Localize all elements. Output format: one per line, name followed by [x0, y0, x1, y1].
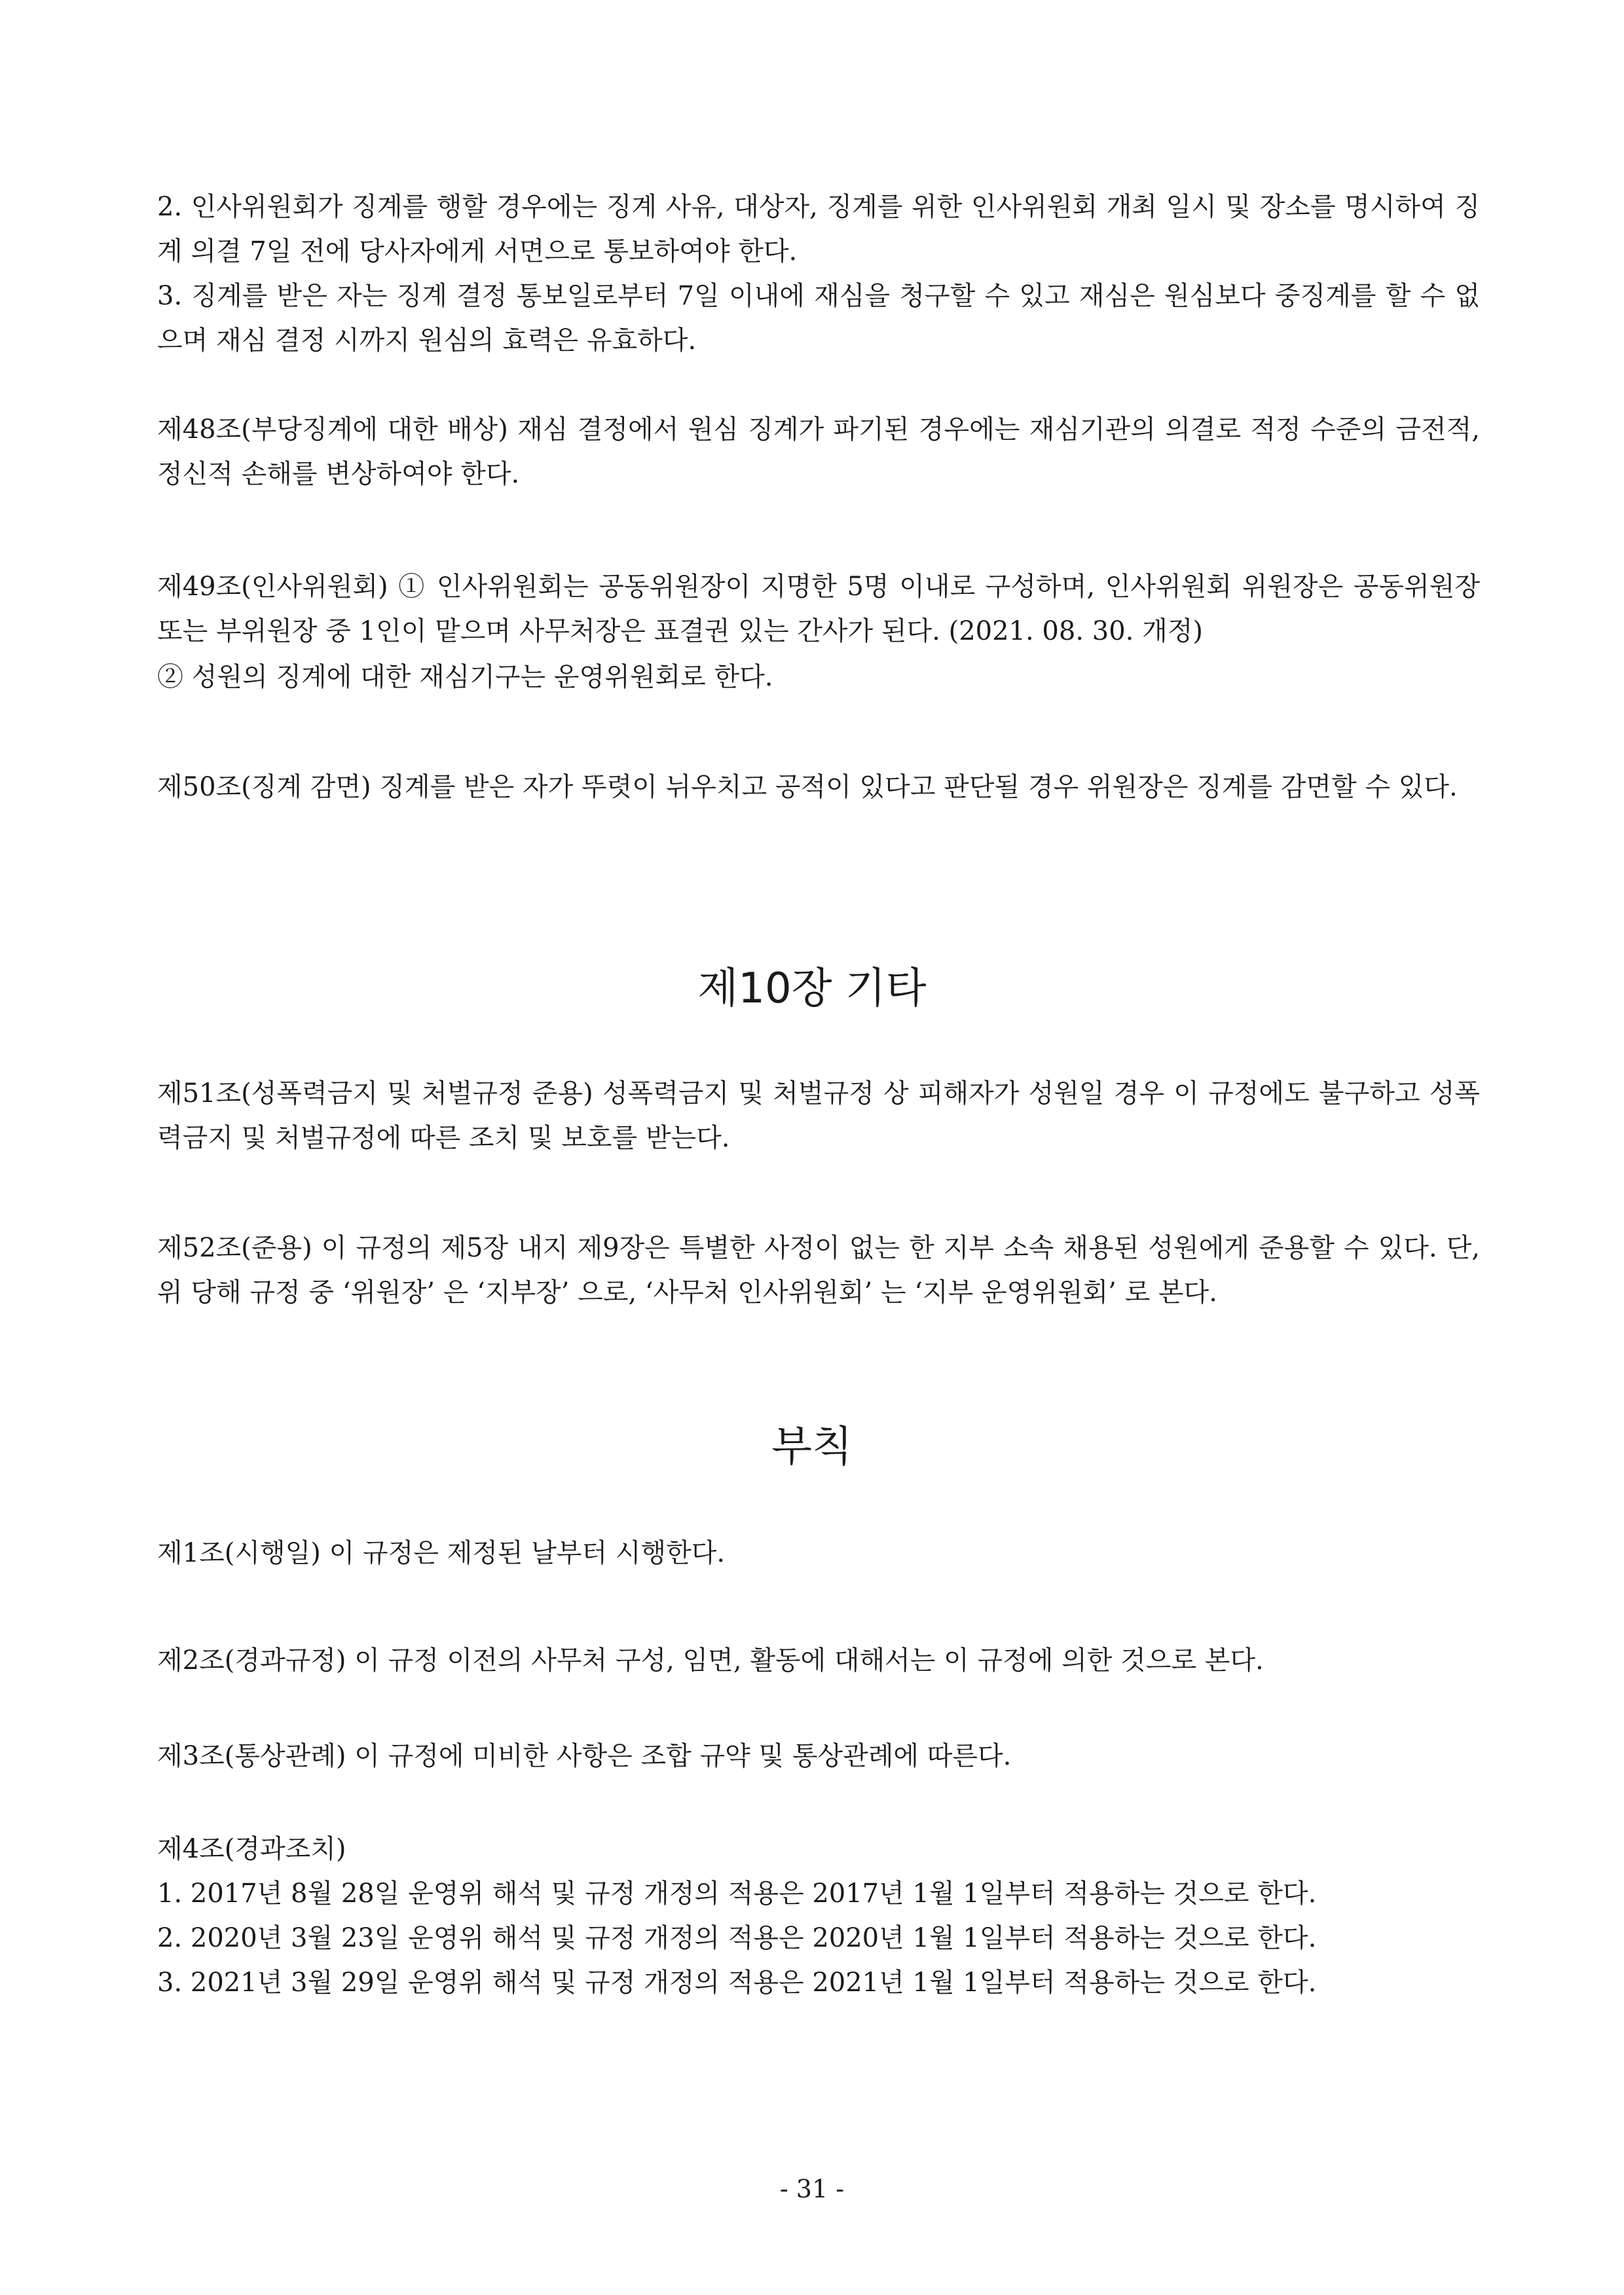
addenda-article4: [157, 1827, 1480, 2005]
addenda-article4-item: 1. 2017년 8월 28일 운영위 해석 및 규정 개정의 적용은 2017년 1월 1일부터 적용하는 것으로 한다.: [157, 1879, 1317, 1909]
article50: [157, 765, 1480, 809]
article50-text: 제50조(징계 감면) 징계를 받은 자가 뚜렷이 뉘우치고 공적이 있다고 판단될 경우 위원장은 징계를 감면할 수 있다.: [157, 772, 1458, 802]
article47-item2: [157, 185, 1480, 274]
addenda-article2: [157, 1638, 1480, 1683]
addenda-article2-text: 제2조(경과규정) 이 규정 이전의 사무처 구성, 임면, 활동에 대해서는 이 규정에 의한 것으로 본다.: [157, 1645, 1264, 1676]
article52-text: 제52조(준용) 이 규정의 제5장 내지 제9장은 특별한 사정이 없는 한 지부 소속 채용된 성원에게 준용할 수 있다. 단, 위 당해 규정 중 ‘위원장’ 은 ‘지부장’ 으로, ‘사무처 인사위원회’ 는 ‘지부 운영위원회’ 로 본다.: [157, 1233, 1480, 1308]
article47-item2-text: 2. 인사위원회가 징계를 행할 경우에는 징계 사유, 대상자, 징계를 위한 인사위원회 개최 일시 및 장소를 명시하여 징계 의결 7일 전에 당사자에게 서면으로 통보하여야 한다.: [157, 192, 1480, 266]
article51-text: 제51조(성폭력금지 및 처벌규정 준용) 성폭력금지 및 처벌규정 상 피해자가 성원일 경우 이 규정에도 불구하고 성폭력금지 및 처벌규정에 따른 조치 및 보호를 받는다.: [157, 1078, 1480, 1153]
article51: [157, 1071, 1480, 1160]
addenda-article3: [157, 1734, 1480, 1778]
article49-clause1-text: 제49조(인사위원회) ① 인사위원회는 공동위원장이 지명한 5명 이내로 구성하며, 인사위원회 위원장은 공동위원장 또는 부위원장 중 1인이 맡으며 사무처장은 표결권 있는 간사가 된다. (2021. 08. 30. 개정): [157, 572, 1480, 646]
addenda-article4-item: 3. 2021년 3월 29일 운영위 해석 및 규정 개정의 적용은 2021년 1월 1일부터 적용하는 것으로 한다.: [157, 1968, 1317, 1998]
addenda-article1: [157, 1531, 1480, 1575]
addenda-title: 부칙: [771, 1423, 853, 1471]
article48: [157, 407, 1480, 496]
article52: [157, 1226, 1480, 1315]
addenda-article4-title: 제4조(경과조치): [157, 1834, 346, 1864]
article49-clause2-text: ② 성원의 징계에 대한 재심기구는 운영위원회로 한다.: [157, 662, 773, 692]
article49-clause2: [157, 655, 1480, 699]
article47-item3: [157, 274, 1480, 363]
page-number: - 31 -: [779, 2175, 845, 2203]
addenda-article3-text: 제3조(통상관례) 이 규정에 미비한 사항은 조합 규약 및 통상관례에 따른다.: [157, 1741, 1012, 1771]
chapter10-title: 제10장 기타: [697, 964, 927, 1013]
article47-item3-text: 3. 징계를 받은 자는 징계 결정 통보일로부터 7일 이내에 재심을 청구할 수 있고 재심은 원심보다 중징계를 할 수 없으며 재심 결정 시까지 원심의 효력은 유효하다.: [157, 281, 1480, 356]
article48-text: 제48조(부당징계에 대한 배상) 재심 결정에서 원심 징계가 파기된 경우에는 재심기관의 의결로 적정 수준의 금전적, 정신적 손해를 변상하여야 한다.: [157, 414, 1480, 489]
addenda-article4-item: 2. 2020년 3월 23일 운영위 해석 및 규정 개정의 적용은 2020년 1월 1일부터 적용하는 것으로 한다.: [157, 1923, 1317, 1953]
addenda-article1-text: 제1조(시행일) 이 규정은 제정된 날부터 시행한다.: [157, 1538, 726, 1568]
article49-clause1: [157, 564, 1480, 653]
